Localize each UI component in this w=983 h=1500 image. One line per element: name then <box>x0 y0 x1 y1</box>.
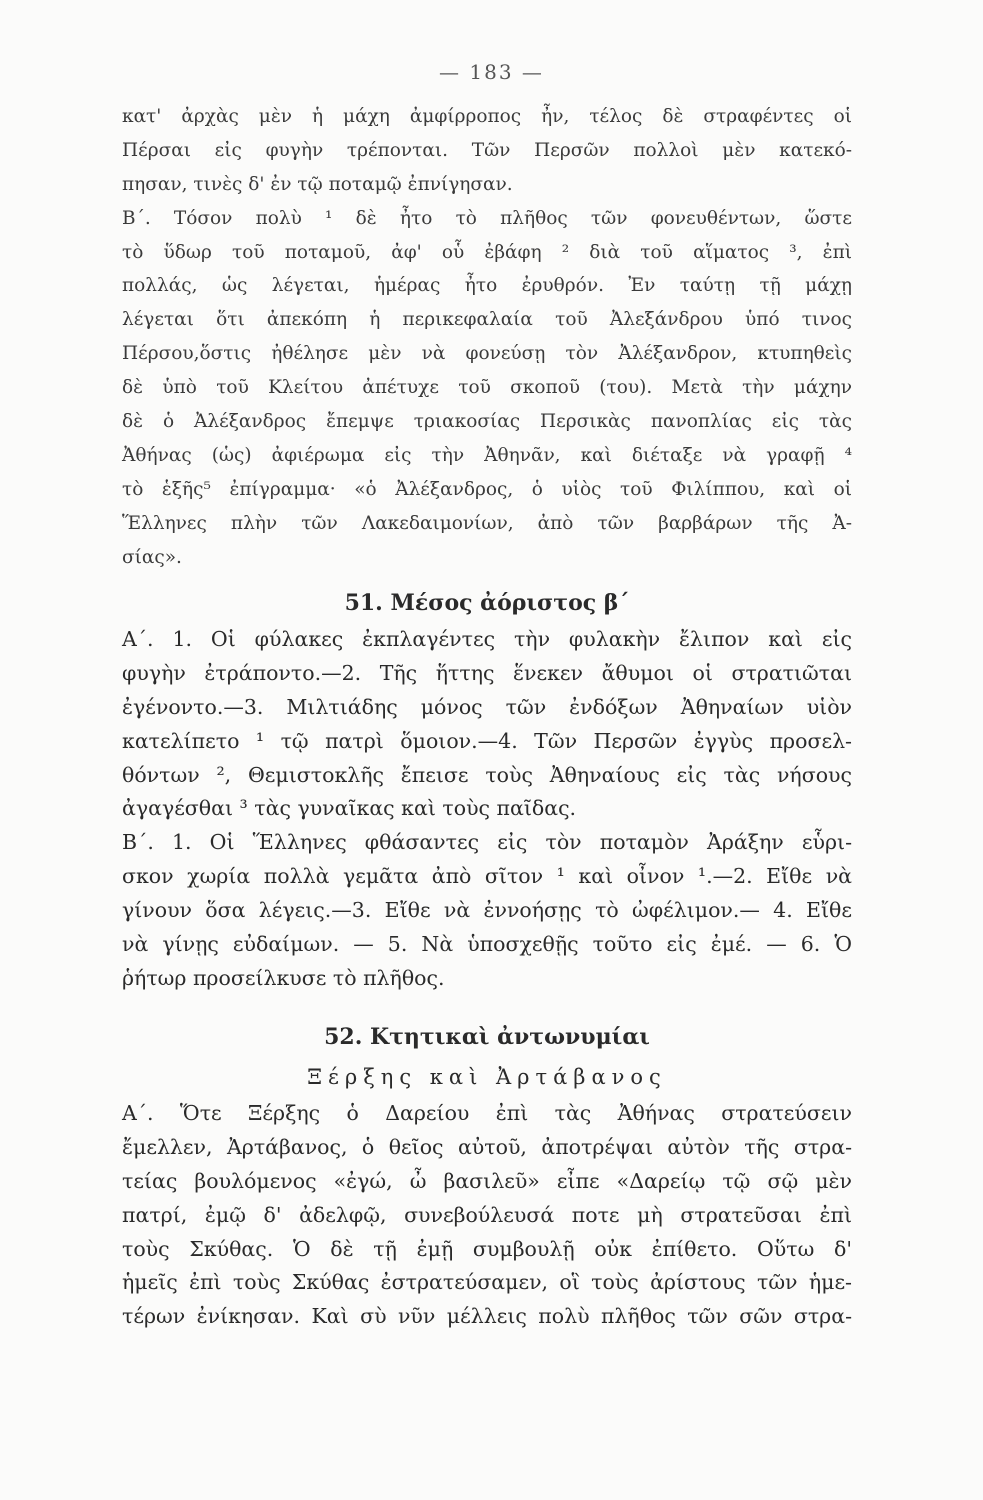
text-line: δὲ ὁ Ἀλέξανδρος ἔπεμψε τριακοσίας Περσικὰς πανοπλίας εἰς τὰς <box>122 411 852 433</box>
text-line: νὰ γίνῃς εὐδαίμων. — 5. Νὰ ὑποσχεθῇς τοῦτο εἰς ἐμέ. — 6. Ὁ <box>122 932 852 957</box>
text-line: Ἀθήνας (ὡς) ἀφιέρωμα εἰς τὴν Ἀθηνᾶν, καὶ διέταξε νὰ γραφῇ ⁴ <box>122 444 852 466</box>
section-52 <box>122 1017 852 1334</box>
text-line: σίας». <box>122 546 182 568</box>
text-line: θόντων ², Θεμιστοκλῆς ἔπεισε τοὺς Ἀθηναίους εἰς τὰς νήσους <box>122 762 852 787</box>
text-line: πησαν, τινὲς δ' ἐν τῷ ποταμῷ ἐπνίγησαν. <box>122 173 513 195</box>
text-line: λέγεται ὅτι ἀπεκόπη ἡ περικεφαλαία τοῦ Ἀλεξάνδρου ὑπό τινος <box>122 309 852 331</box>
text-line: φυγὴν ἐτράποντο.—2. Τῆς ἥττης ἕνεκεν ἄθυμοι οἱ στρατιῶται <box>122 660 852 685</box>
text-line: τείας βουλόμενος «ἐγώ, ὦ βασιλεῦ» εἶπε «Δαρείῳ τῷ σῷ μὲν <box>122 1168 852 1193</box>
text-line: πολλάς, ὡς λέγεται, ἡμέρας ἦτο ἐρυθρόν. Ἐν ταύτῃ τῇ μάχῃ <box>122 275 852 297</box>
text-line: κατ' ἀρχὰς μὲν ἡ μάχη ἀμφίρροπος ἦν, τέλος δὲ στραφέντες οἱ <box>122 106 852 127</box>
text-line: Α΄. Ὅτε Ξέρξης ὁ Δαρείου ἐπὶ τὰς Ἀθήνας στρατεύσειν <box>122 1101 852 1125</box>
text-line: δὲ ὑπὸ τοῦ Κλείτου ἀπέτυχε τοῦ σκοποῦ (του). Μετὰ τὴν μάχην <box>122 377 852 399</box>
text-line: ἔμελλεν, Ἀρτάβανος, ὁ θεῖος αὐτοῦ, ἀποτρέψαι αὐτὸν τῆς στρα- <box>122 1134 852 1159</box>
text-line: Α΄. 1. Οἱ φύλακες ἐκπλαγέντες τὴν φυλακὴν ἔλιπον καὶ εἰς <box>122 627 852 651</box>
text-line: ἀγαγέσθαι ³ τὰς γυναῖκας καὶ τοὺς παῖδας. <box>122 796 577 821</box>
text-line: πατρί, ἐμῷ δ' ἀδελφῷ, συνεβούλευσά ποτε μὴ στρατεῦσαι ἐπὶ <box>122 1202 852 1227</box>
text-line: κατελίπετο ¹ τῷ πατρὶ ὅμοιον.—4. Τῶν Περσῶν ἐγγὺς προσελ- <box>122 728 852 753</box>
section-51 <box>122 583 852 996</box>
text-line: τὸ ἑξῆς⁵ ἐπίγραμμα· «ὁ Ἀλέξανδρος, ὁ υἱὸς τοῦ Φιλίππου, καὶ οἱ <box>122 478 852 500</box>
text-line: τοὺς Σκύθας. Ὁ δὲ τῇ ἐμῇ συμβουλῇ οὐκ ἐπίθετο. Οὕτω δ' <box>122 1236 852 1261</box>
text-line: ἐγένοντο.—3. Μιλτιάδης μόνος τῶν ἐνδόξων Ἀθηναίων υἱὸν <box>122 694 852 719</box>
text-line: τέρων ἐνίκησαν. Καὶ σὺ νῦν μέλλεις πολὺ πλῆθος τῶν σῶν στρα- <box>122 1304 852 1329</box>
text-line: Β΄. Τόσον πολὺ ¹ δὲ ἦτο τὸ πλῆθος τῶν φονευθέντων, ὥστε <box>122 207 852 229</box>
page-number: — 183 — <box>439 60 544 84</box>
section-heading: 51. Μέσος ἀόριστος β΄ <box>344 590 630 616</box>
section-subheading: Ξέρξης καὶ Ἀρτάβανος <box>307 1065 667 1089</box>
text-line: Β΄. 1. Οἱ Ἕλληνες φθάσαντες εἰς τὸν ποταμὸν Ἀράξην εὗρι- <box>122 830 852 855</box>
text-line: τὸ ὕδωρ τοῦ ποταμοῦ, ἀφ' οὗ ἐβάφη ² διὰ τοῦ αἵματος ³, ἐπὶ <box>122 241 852 263</box>
text-block-continued <box>122 100 852 574</box>
text-line: Ἕλληνες πλὴν τῶν Λακεδαιμονίων, ἀπὸ τῶν βαρβάρων τῆς Ἀ- <box>122 512 852 534</box>
text-line: Πέρσου,ὅστις ἠθέλησε μὲν νὰ φονεύσῃ τὸν Ἀλέξανδρον, κτυπηθεὶς <box>122 343 852 365</box>
text-line: Πέρσαι εἰς φυγὴν τρέπονται. Τῶν Περσῶν πολλοὶ μὲν κατεκό- <box>122 139 852 161</box>
text-line: γίνουν ὅσα λέγεις.—3. Εἴθε νὰ ἐννοήσῃς τὸ ὠφέλιμον.— 4. Εἴθε <box>122 898 852 923</box>
text-line: ἡμεῖς ἐπὶ τοὺς Σκύθας ἐστρατεύσαμεν, οἳ τοὺς ἀρίστους τῶν ἡμε- <box>122 1270 852 1295</box>
text-line: ῥήτωρ προσείλκυσε τὸ πλῆθος. <box>122 965 445 990</box>
section-heading: 52. Κτητικαὶ ἀντωνυμίαι <box>324 1024 650 1050</box>
text-line: σκον χωρία πολλὰ γεμᾶτα ἀπὸ σῖτον ¹ καὶ οἶνον ¹.—2. Εἴθε νὰ <box>122 864 852 889</box>
